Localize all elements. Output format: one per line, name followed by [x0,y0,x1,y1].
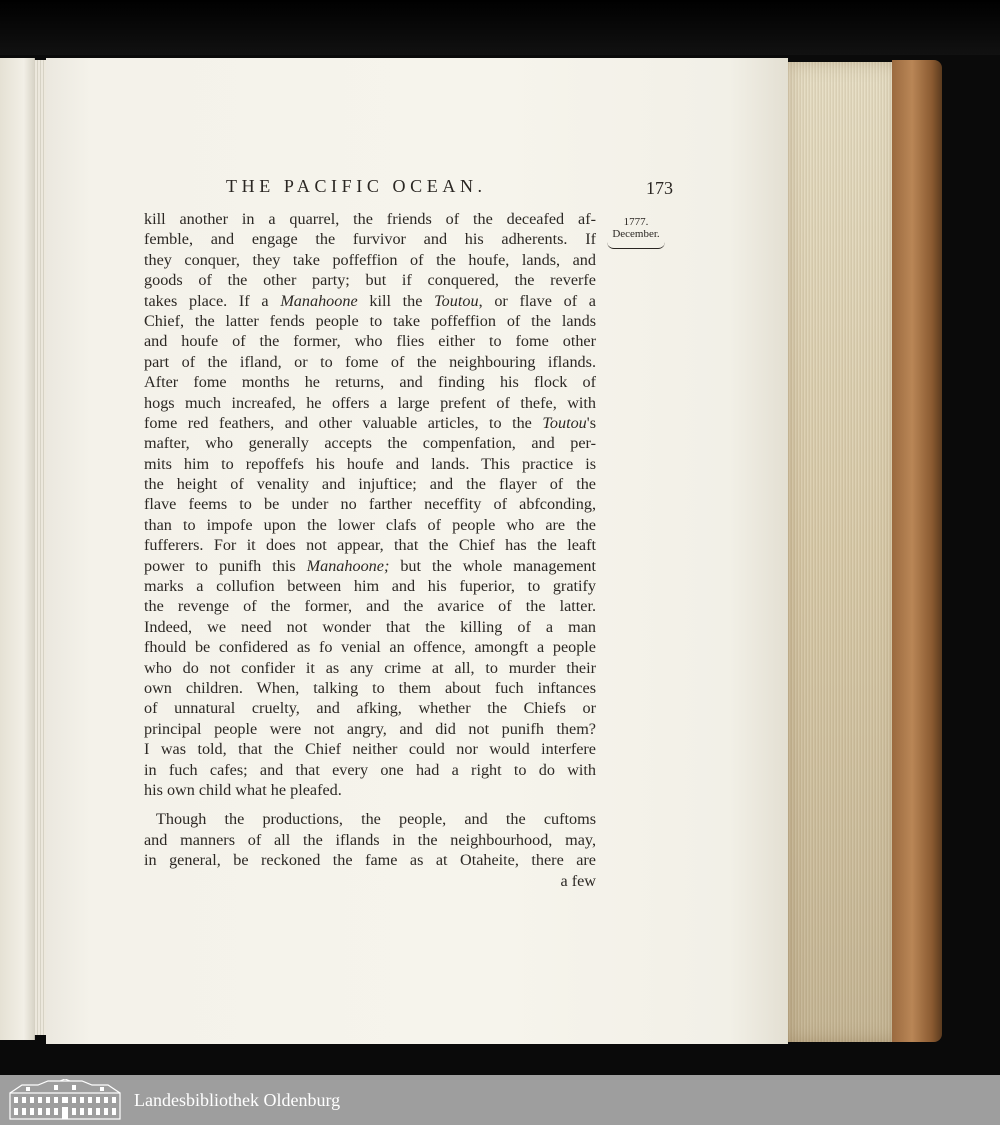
text-line: his own child what he pleafed. [144,780,342,799]
text-line: flave feems to be under no farther neceffity of abfconding, [144,495,596,514]
text-line: fufferers. For it does not appear, that the Chief has the leaft [144,536,596,555]
text-line: principal people were not angry, and did not punifh them? [144,719,596,738]
margin-note-year: 1777. [623,216,649,228]
library-name: Landesbibliothek Oldenburg [134,1090,341,1110]
margin-note [605,217,667,249]
text-line: Indeed, we need not wonder that the killing of a man [144,617,596,636]
text-line: than to impofe upon the lower clafs of people who are the [144,515,596,534]
text-line: fhould be confidered as fo venial an offence, amongft a people [144,638,596,657]
text-line: fome red feathers, and other valuable articles, to the Toutou's [144,413,596,432]
text-line: mafter, who generally accepts the compenfation, and per- [144,434,596,453]
body-text [144,209,596,891]
text-line: part of the ifland, or to fome of the neighbouring iflands. [144,352,596,371]
margin-note-month: December. [612,228,660,240]
text-line: After fome months he returns, and finding his flock of [144,373,596,392]
text-line: the revenge of the former, and the avarice of the latter. [144,597,596,616]
margin-note-brace [607,242,665,249]
text-line: of unnatural cruelty, and afking, whether the Chiefs or [144,699,596,718]
text-line: takes place. If a Manahoone kill the Toutou, or flave of a [144,291,596,310]
text-line: femble, and engage the furvivor and his adherents. If [144,230,596,249]
text-line: and houfe of the former, who flies either to fome other [144,332,596,351]
library-footer [0,1075,1000,1125]
text-line: Chief, the latter fends people to take poffeffion of the lands [144,311,596,330]
text-line: hogs much increafed, he offers a large prefent of thefe, with [144,393,596,412]
page-number: 173 [646,178,673,198]
scan-background [0,0,1000,55]
running-title: THE PACIFIC OCEAN. [226,176,487,196]
library-building-icon [8,1079,122,1121]
text-line: in fuch cafes; and that every one had a right to do with [144,760,596,779]
text-line: they conquer, they take poffeffion of the houfe, lands, and [144,250,596,269]
text-line: own children. When, talking to them about fuch inftances [144,678,596,697]
text-line: who do not confider it as any crime at all, to murder their [144,658,596,677]
left-page-edge [0,58,35,1040]
text-line: Though the productions, the people, and the cuftoms [156,810,596,829]
text-line: in general, be reckoned the fame as at Otaheite, there are [144,851,596,870]
text-line: power to punifh this Manahoone; but the whole management [144,556,596,575]
text-line: marks a collufion between him and his fuperior, to gratify [144,577,596,596]
text-line: kill another in a quarrel, the friends of the deceafed af- [144,210,596,228]
page-edges [788,62,900,1042]
text-line: goods of the other party; but if conquered, the reverfe [144,271,596,290]
text-line: and manners of all the iflands in the neighbourhood, may, [144,830,596,849]
leather-cover [892,60,942,1042]
text-line: mits him to repoffefs his houfe and lands. This practice is [144,454,596,473]
text-line: I was told, that the Chief neither could nor would interfere [144,740,596,759]
text-line: the height of venality and injuftice; and the flayer of the [144,475,596,494]
catchword: a few [560,871,596,890]
